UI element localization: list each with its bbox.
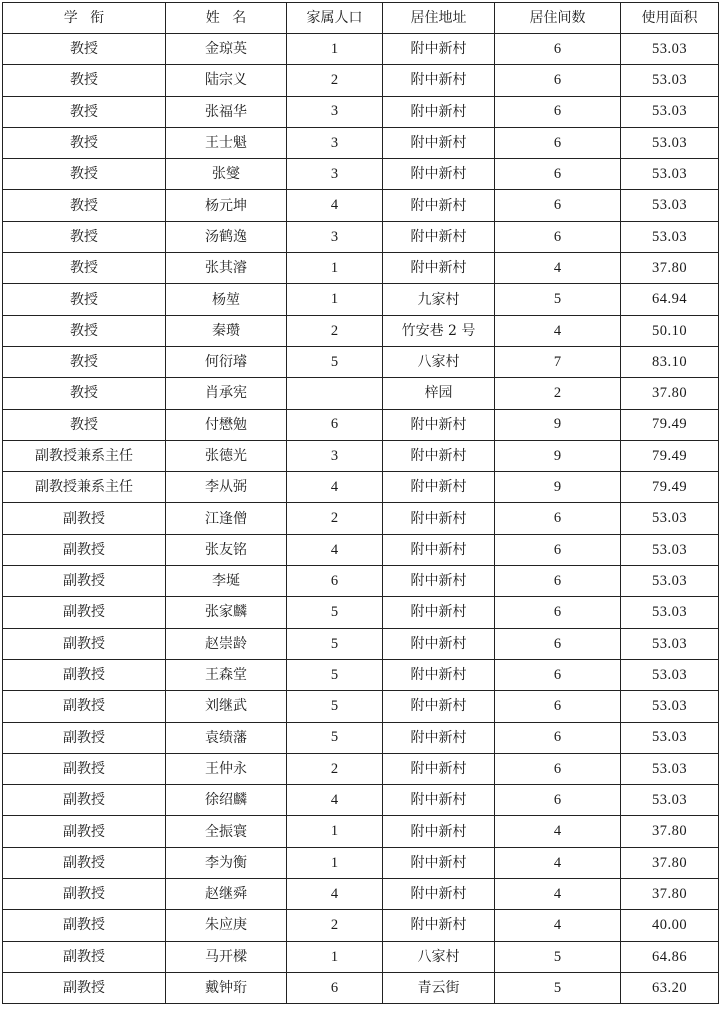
cell-name: 赵崇龄 [166,628,287,659]
cell-family-size: 2 [287,753,383,784]
table-row [3,190,719,221]
cell-room-count: 9 [495,440,621,471]
cell-floor-area: 53.03 [621,96,719,127]
cell-room-count: 6 [495,65,621,96]
table-row [3,534,719,565]
cell-family-size: 1 [287,941,383,972]
cell-family-size: 5 [287,722,383,753]
cell-address: 附中新村 [383,659,495,690]
cell-academic-rank: 副教授 [3,879,166,910]
cell-name: 肖承宪 [166,378,287,409]
cell-floor-area: 53.03 [621,566,719,597]
cell-family-size: 4 [287,879,383,910]
cell-academic-rank: 教授 [3,127,166,158]
cell-name: 金琼英 [166,34,287,65]
cell-academic-rank: 教授 [3,315,166,346]
cell-address: 附中新村 [383,472,495,503]
header-floor-area: 使用面积 [621,3,719,34]
table-row [3,785,719,816]
cell-family-size: 3 [287,159,383,190]
cell-room-count: 4 [495,253,621,284]
cell-room-count: 6 [495,722,621,753]
table-row [3,941,719,972]
cell-room-count: 6 [495,691,621,722]
cell-floor-area: 53.03 [621,221,719,252]
cell-address: 附中新村 [383,503,495,534]
cell-address: 附中新村 [383,190,495,221]
cell-name: 付懋勉 [166,409,287,440]
cell-room-count: 6 [495,785,621,816]
cell-floor-area: 37.80 [621,847,719,878]
cell-family-size [287,378,383,409]
cell-room-count: 4 [495,847,621,878]
cell-room-count: 6 [495,597,621,628]
table-header [3,3,719,34]
table-row [3,409,719,440]
table-row [3,378,719,409]
cell-room-count: 2 [495,378,621,409]
cell-floor-area: 64.94 [621,284,719,315]
cell-address: 附中新村 [383,691,495,722]
cell-name: 杨堃 [166,284,287,315]
cell-room-count: 4 [495,879,621,910]
cell-address: 附中新村 [383,628,495,659]
cell-family-size: 3 [287,440,383,471]
header-row [3,3,719,34]
cell-family-size: 3 [287,221,383,252]
cell-address: 附中新村 [383,534,495,565]
cell-academic-rank: 教授 [3,221,166,252]
cell-academic-rank: 教授 [3,284,166,315]
cell-floor-area: 53.03 [621,127,719,158]
cell-address: 梓园 [383,378,495,409]
cell-academic-rank: 副教授兼系主任 [3,440,166,471]
cell-address: 附中新村 [383,96,495,127]
cell-room-count: 9 [495,472,621,503]
cell-academic-rank: 教授 [3,65,166,96]
cell-address: 竹安巷 2 号 [383,315,495,346]
cell-academic-rank: 副教授 [3,722,166,753]
header-room-count: 居住间数 [495,3,621,34]
cell-name: 王森堂 [166,659,287,690]
faculty-housing-table-container [2,2,719,1004]
cell-academic-rank: 副教授 [3,753,166,784]
cell-address: 附中新村 [383,253,495,284]
cell-academic-rank: 教授 [3,378,166,409]
table-row [3,722,719,753]
cell-room-count: 6 [495,628,621,659]
cell-name: 何衍璿 [166,346,287,377]
cell-room-count: 7 [495,346,621,377]
cell-name: 戴钟珩 [166,972,287,1003]
cell-name: 张德光 [166,440,287,471]
cell-academic-rank: 副教授 [3,597,166,628]
cell-name: 张家麟 [166,597,287,628]
cell-academic-rank: 教授 [3,409,166,440]
cell-family-size: 6 [287,409,383,440]
cell-address: 青云街 [383,972,495,1003]
cell-floor-area: 53.03 [621,503,719,534]
cell-room-count: 4 [495,315,621,346]
cell-family-size: 3 [287,127,383,158]
faculty-housing-table [2,2,719,1004]
cell-name: 汤鹤逸 [166,221,287,252]
cell-academic-rank: 副教授 [3,566,166,597]
table-row [3,284,719,315]
cell-room-count: 6 [495,190,621,221]
cell-room-count: 4 [495,816,621,847]
cell-room-count: 6 [495,96,621,127]
cell-address: 附中新村 [383,597,495,628]
cell-family-size: 2 [287,65,383,96]
cell-academic-rank: 教授 [3,96,166,127]
cell-name: 李埏 [166,566,287,597]
cell-room-count: 5 [495,284,621,315]
cell-academic-rank: 副教授 [3,785,166,816]
cell-family-size: 1 [287,847,383,878]
cell-academic-rank: 副教授 [3,659,166,690]
cell-name: 江逢僧 [166,503,287,534]
cell-family-size: 2 [287,503,383,534]
table-row [3,65,719,96]
cell-name: 秦瓒 [166,315,287,346]
cell-name: 赵继舜 [166,879,287,910]
cell-academic-rank: 教授 [3,253,166,284]
cell-academic-rank: 副教授 [3,628,166,659]
cell-address: 附中新村 [383,127,495,158]
cell-room-count: 9 [495,409,621,440]
table-row [3,127,719,158]
cell-floor-area: 53.03 [621,34,719,65]
cell-floor-area: 53.03 [621,597,719,628]
cell-floor-area: 53.03 [621,753,719,784]
cell-academic-rank: 教授 [3,190,166,221]
cell-name: 刘继武 [166,691,287,722]
cell-name: 王士魁 [166,127,287,158]
cell-floor-area: 37.80 [621,816,719,847]
cell-floor-area: 79.49 [621,440,719,471]
cell-floor-area: 37.80 [621,879,719,910]
table-row [3,972,719,1003]
cell-family-size: 4 [287,534,383,565]
cell-floor-area: 53.03 [621,190,719,221]
cell-family-size: 5 [287,597,383,628]
cell-room-count: 6 [495,534,621,565]
cell-name: 徐绍麟 [166,785,287,816]
cell-floor-area: 53.03 [621,722,719,753]
cell-academic-rank: 副教授 [3,503,166,534]
cell-name: 马开樑 [166,941,287,972]
cell-floor-area: 37.80 [621,378,719,409]
cell-address: 附中新村 [383,159,495,190]
cell-academic-rank: 教授 [3,159,166,190]
cell-name: 李从弼 [166,472,287,503]
cell-name: 朱应庚 [166,910,287,941]
cell-family-size: 2 [287,315,383,346]
cell-address: 附中新村 [383,879,495,910]
cell-academic-rank: 教授 [3,346,166,377]
cell-academic-rank: 副教授 [3,941,166,972]
cell-room-count: 6 [495,659,621,690]
cell-family-size: 1 [287,284,383,315]
table-row [3,221,719,252]
header-academic-rank: 学衔 [3,3,166,34]
table-row [3,503,719,534]
cell-academic-rank: 副教授兼系主任 [3,472,166,503]
cell-room-count: 6 [495,34,621,65]
cell-name: 张燮 [166,159,287,190]
cell-name: 王仲永 [166,753,287,784]
cell-address: 附中新村 [383,753,495,784]
cell-name: 陆宗义 [166,65,287,96]
cell-academic-rank: 副教授 [3,691,166,722]
cell-address: 八家村 [383,941,495,972]
cell-academic-rank: 教授 [3,34,166,65]
cell-address: 八家村 [383,346,495,377]
cell-address: 附中新村 [383,785,495,816]
cell-family-size: 3 [287,96,383,127]
cell-family-size: 5 [287,691,383,722]
cell-floor-area: 79.49 [621,409,719,440]
cell-family-size: 1 [287,816,383,847]
table-body [3,34,719,1004]
cell-room-count: 6 [495,753,621,784]
table-row [3,472,719,503]
cell-room-count: 5 [495,941,621,972]
table-row [3,816,719,847]
cell-room-count: 6 [495,503,621,534]
cell-name: 全振寰 [166,816,287,847]
cell-address: 附中新村 [383,34,495,65]
cell-floor-area: 53.03 [621,159,719,190]
cell-floor-area: 64.86 [621,941,719,972]
cell-family-size: 4 [287,472,383,503]
cell-address: 附中新村 [383,440,495,471]
cell-floor-area: 53.03 [621,659,719,690]
cell-family-size: 6 [287,566,383,597]
cell-address: 附中新村 [383,816,495,847]
cell-address: 九家村 [383,284,495,315]
cell-room-count: 6 [495,127,621,158]
cell-address: 附中新村 [383,221,495,252]
cell-family-size: 5 [287,346,383,377]
cell-floor-area: 79.49 [621,472,719,503]
cell-name: 袁绩藩 [166,722,287,753]
table-row [3,346,719,377]
table-row [3,910,719,941]
cell-address: 附中新村 [383,409,495,440]
header-address: 居住地址 [383,3,495,34]
cell-floor-area: 53.03 [621,628,719,659]
cell-family-size: 1 [287,34,383,65]
table-row [3,691,719,722]
cell-address: 附中新村 [383,847,495,878]
cell-academic-rank: 副教授 [3,534,166,565]
cell-name: 杨元坤 [166,190,287,221]
cell-room-count: 4 [495,910,621,941]
table-row [3,879,719,910]
cell-floor-area: 83.10 [621,346,719,377]
table-row [3,659,719,690]
cell-academic-rank: 副教授 [3,816,166,847]
cell-family-size: 1 [287,253,383,284]
cell-floor-area: 53.03 [621,785,719,816]
table-row [3,96,719,127]
cell-family-size: 4 [287,190,383,221]
cell-academic-rank: 副教授 [3,972,166,1003]
cell-academic-rank: 副教授 [3,910,166,941]
cell-family-size: 5 [287,659,383,690]
cell-address: 附中新村 [383,722,495,753]
table-row [3,566,719,597]
table-row [3,847,719,878]
cell-floor-area: 53.03 [621,691,719,722]
table-row [3,315,719,346]
cell-room-count: 6 [495,566,621,597]
cell-family-size: 5 [287,628,383,659]
cell-floor-area: 53.03 [621,534,719,565]
cell-floor-area: 53.03 [621,65,719,96]
header-family-size: 家属人口 [287,3,383,34]
cell-address: 附中新村 [383,65,495,96]
cell-address: 附中新村 [383,566,495,597]
cell-room-count: 5 [495,972,621,1003]
cell-family-size: 4 [287,785,383,816]
table-row [3,753,719,784]
cell-name: 张友铭 [166,534,287,565]
table-row [3,159,719,190]
table-row [3,34,719,65]
cell-floor-area: 63.20 [621,972,719,1003]
cell-name: 李为衡 [166,847,287,878]
table-row [3,440,719,471]
cell-name: 张其濬 [166,253,287,284]
header-name: 姓名 [166,3,287,34]
cell-floor-area: 50.10 [621,315,719,346]
cell-floor-area: 40.00 [621,910,719,941]
table-row [3,628,719,659]
cell-family-size: 6 [287,972,383,1003]
cell-room-count: 6 [495,221,621,252]
cell-name: 张福华 [166,96,287,127]
cell-address: 附中新村 [383,910,495,941]
cell-academic-rank: 副教授 [3,847,166,878]
table-row [3,597,719,628]
cell-room-count: 6 [495,159,621,190]
cell-floor-area: 37.80 [621,253,719,284]
cell-family-size: 2 [287,910,383,941]
table-row [3,253,719,284]
